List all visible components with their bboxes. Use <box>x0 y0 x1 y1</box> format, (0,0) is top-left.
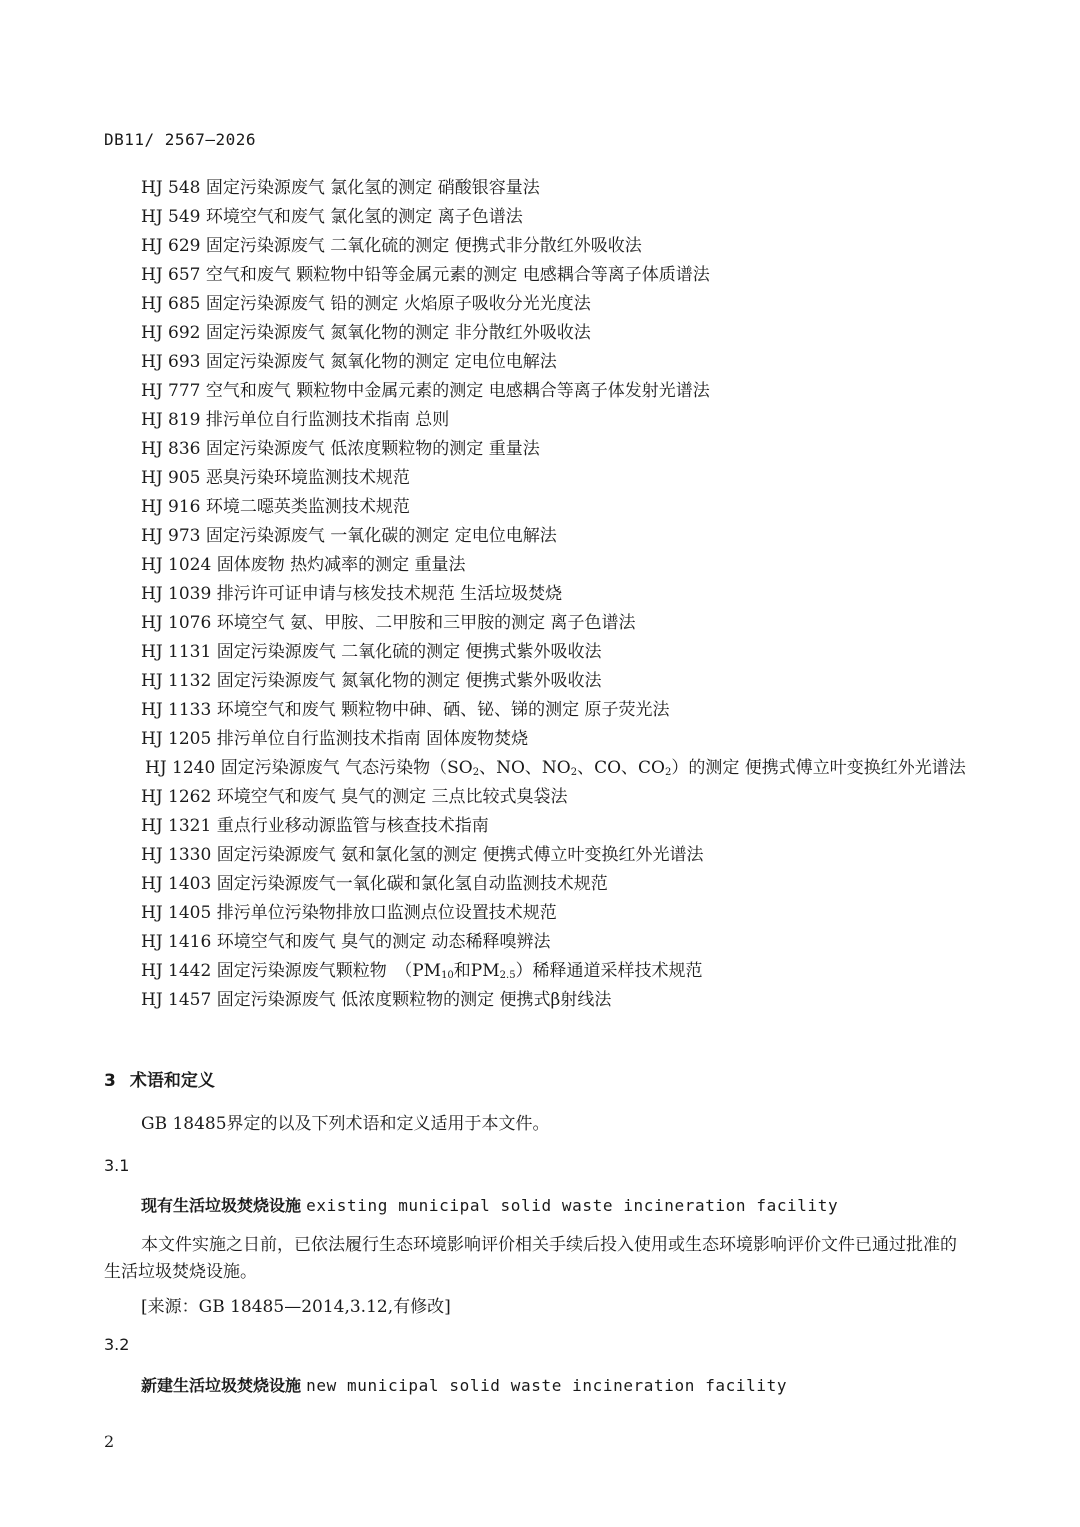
reference-item: HJ 692 固定污染源废气 氮氧化物的测定 非分散红外吸收法 <box>141 323 591 343</box>
section-title: 术语和定义 <box>129 1071 215 1091</box>
term-definition: 本文件实施之日前，已依法履行生态环境影响评价相关手续后投入使用或生态环境影响评价文件已通过批准的生活垃圾焚烧设施。 <box>104 1235 957 1282</box>
ref-text: 、NO、NO <box>479 758 571 778</box>
reference-item: HJ 905 恶臭污染环境监测技术规范 <box>141 468 410 488</box>
subscript: 2 <box>570 767 578 778</box>
section-number: 3 <box>104 1071 116 1091</box>
term-title-cn: 新建生活垃圾焚烧设施 <box>141 1376 302 1395</box>
term-number: 3.2 <box>104 1335 130 1354</box>
reference-item-hj1442 <box>104 957 984 986</box>
reference-item: HJ 819 排污单位自行监测技术指南 总则 <box>141 410 450 430</box>
term-title <box>141 1193 838 1216</box>
reference-item: HJ 1039 排污许可证申请与核发技术规范 生活垃圾焚烧 <box>141 584 563 604</box>
reference-item: HJ 1076 环境空气 氨、甲胺、二甲胺和三甲胺的测定 离子色谱法 <box>141 613 636 633</box>
reference-item: HJ 693 固定污染源废气 氮氧化物的测定 定电位电解法 <box>141 352 557 372</box>
subscript: 2 <box>472 767 480 778</box>
reference-item: HJ 916 环境二噁英类监测技术规范 <box>141 497 410 517</box>
reference-item: HJ 1416 环境空气和废气 臭气的测定 动态稀释嗅辨法 <box>141 932 551 952</box>
subscript: 2 <box>664 767 672 778</box>
reference-item: HJ 549 环境空气和废气 氯化氢的测定 离子色谱法 <box>141 207 523 227</box>
reference-item: HJ 1321 重点行业移动源监管与核查技术指南 <box>141 816 489 836</box>
reference-item: HJ 657 空气和废气 颗粒物中铅等金属元素的测定 电感耦合等离子体质谱法 <box>141 265 710 285</box>
reference-item: HJ 973 固定污染源废气 一氧化碳的测定 定电位电解法 <box>141 526 557 546</box>
page-number: 2 <box>104 1432 115 1451</box>
reference-item: HJ 1403 固定污染源废气一氧化碳和氯化氢自动监测技术规范 <box>141 874 608 894</box>
normative-references-list <box>104 174 984 1015</box>
term-source: [来源：GB 18485—2014,3.12,有修改] <box>141 1297 451 1317</box>
reference-item: HJ 1457 固定污染源废气 低浓度颗粒物的测定 便携式β射线法 <box>141 990 612 1010</box>
term-title <box>141 1373 787 1396</box>
reference-item: HJ 1024 固体废物 热灼减率的测定 重量法 <box>141 555 466 575</box>
reference-item: HJ 685 固定污染源废气 铅的测定 火焰原子吸收分光光度法 <box>141 294 591 314</box>
reference-item: HJ 1131 固定污染源废气 二氧化硫的测定 便携式紫外吸收法 <box>141 642 602 662</box>
ref-text: HJ 1442 固定污染源废气颗粒物 （PM <box>141 961 442 981</box>
ref-text: ）的测定 便携式傅立叶变换红外光谱法 <box>671 758 966 778</box>
term-title-cn: 现有生活垃圾焚烧设施 <box>141 1196 302 1215</box>
ref-text: ）稀释通道采样技术规范 <box>515 961 703 981</box>
ref-text: HJ 1240 固定污染源废气 气态污染物（SO <box>145 758 473 778</box>
term-title-en: new municipal solid waste incineration facility <box>306 1376 788 1395</box>
term-title-en: existing municipal solid waste incineration facility <box>306 1196 839 1215</box>
reference-item: HJ 1262 环境空气和废气 臭气的测定 三点比较式臭袋法 <box>141 787 568 807</box>
term-number: 3.1 <box>104 1156 130 1175</box>
reference-item: HJ 836 固定污染源废气 低浓度颗粒物的测定 重量法 <box>141 439 540 459</box>
reference-item: HJ 1132 固定污染源废气 氮氧化物的测定 便携式紫外吸收法 <box>141 671 602 691</box>
reference-item: HJ 548 固定污染源废气 氯化氢的测定 硝酸银容量法 <box>141 178 540 198</box>
reference-item: HJ 1405 排污单位污染物排放口监测点位设置技术规范 <box>141 903 557 923</box>
ref-text: 和PM <box>453 961 500 981</box>
document-code: DB11/ 2567—2026 <box>104 130 256 149</box>
reference-item: HJ 777 空气和废气 颗粒物中金属元素的测定 电感耦合等离子体发射光谱法 <box>141 381 710 401</box>
subscript: 2.5 <box>499 970 516 981</box>
section-heading <box>104 1066 215 1091</box>
reference-item-hj1240 <box>104 754 984 783</box>
reference-item: HJ 629 固定污染源废气 二氧化硫的测定 便携式非分散红外吸收法 <box>141 236 642 256</box>
reference-item: HJ 1133 环境空气和废气 颗粒物中砷、硒、铋、锑的测定 原子荧光法 <box>141 700 670 720</box>
subscript: 10 <box>441 970 454 981</box>
section-intro: GB 18485界定的以及下列术语和定义适用于本文件。 <box>141 1114 550 1134</box>
ref-text: 、CO、CO <box>577 758 665 778</box>
reference-item: HJ 1205 排污单位自行监测技术指南 固体废物焚烧 <box>141 729 529 749</box>
reference-item: HJ 1330 固定污染源废气 氨和氯化氢的测定 便携式傅立叶变换红外光谱法 <box>141 845 704 865</box>
